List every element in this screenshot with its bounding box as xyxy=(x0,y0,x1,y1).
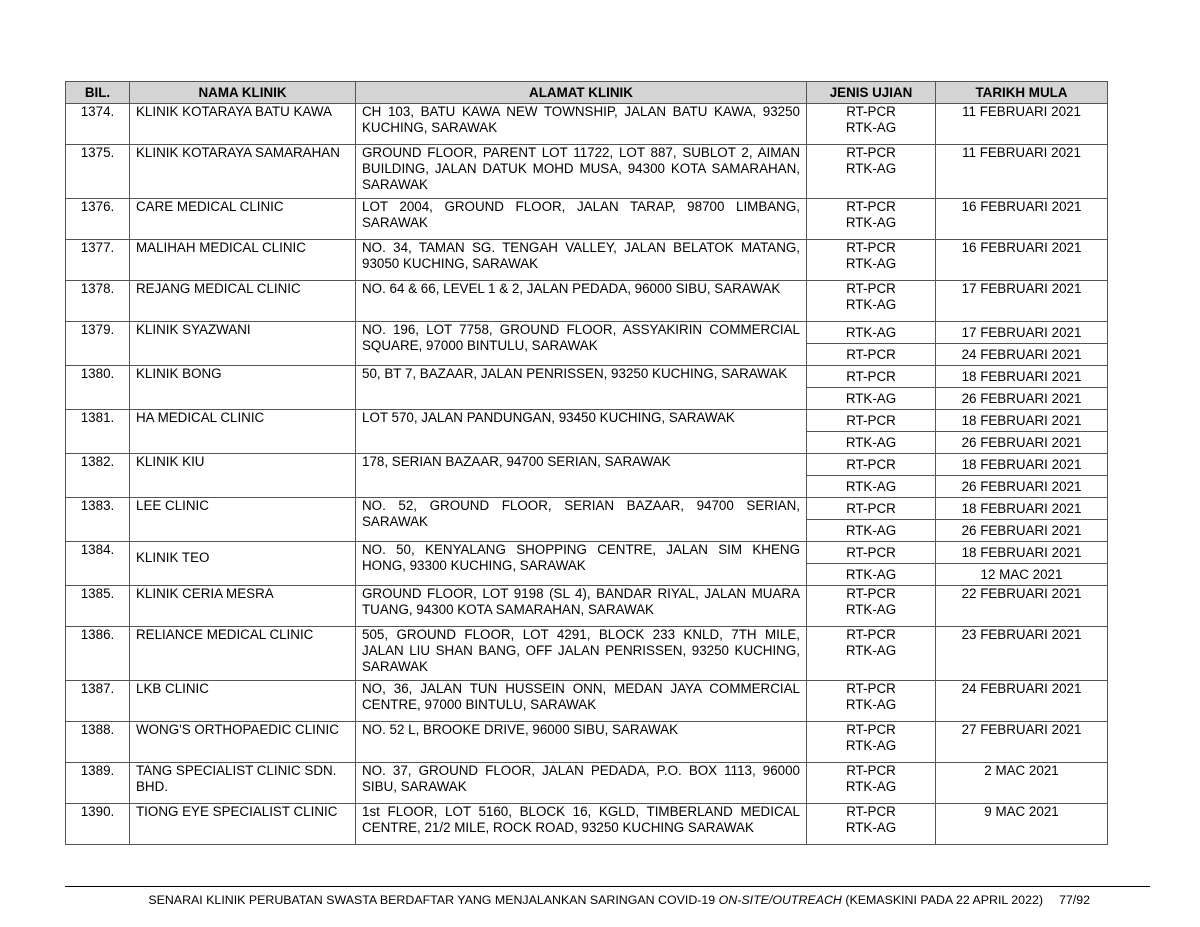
row-bil: 1376. xyxy=(66,199,130,240)
test-type: RT-PCR xyxy=(846,804,896,819)
footer-text-date: (KEMASKINI PADA 22 APRIL 2022) xyxy=(841,893,1043,907)
row-test-types xyxy=(807,199,936,240)
row-start-date: 17 FEBRUARI 2021 xyxy=(936,281,1108,322)
test-type: RT-PCR xyxy=(846,281,896,296)
row-test-types xyxy=(807,281,936,322)
row-clinic-address: NO. 196, LOT 7758, GROUND FLOOR, ASSYAKIRIN COMMERCIAL SQUARE, 97000 BINTULU, SARAWAK xyxy=(356,322,807,366)
row-bil: 1388. xyxy=(66,722,130,763)
row-clinic-name: WONG'S ORTHOPAEDIC CLINIC xyxy=(130,722,356,763)
row-test-type: RTK-AG xyxy=(807,564,936,586)
header-jenis-ujian: JENIS UJIAN xyxy=(807,82,936,104)
row-bil: 1383. xyxy=(66,498,130,542)
table-row xyxy=(66,454,1108,476)
table-row xyxy=(66,366,1108,388)
row-clinic-name: REJANG MEDICAL CLINIC xyxy=(130,281,356,322)
test-type: RTK-AG xyxy=(845,779,897,794)
test-type: RTK-AG xyxy=(845,215,897,230)
row-start-date: 9 MAC 2021 xyxy=(936,804,1108,845)
table-row xyxy=(66,322,1108,344)
row-clinic-address: 1st FLOOR, LOT 5160, BLOCK 16, KGLD, TIMBERLAND MEDICAL CENTRE, 21/2 MILE, ROCK ROAD, 93250 KUCHING SARAWAK xyxy=(356,804,807,845)
row-test-type: RT-PCR xyxy=(807,366,936,388)
row-test-type: RTK-AG xyxy=(807,476,936,498)
row-start-date: 26 FEBRUARI 2021 xyxy=(936,520,1108,542)
row-bil: 1379. xyxy=(66,322,130,366)
row-test-type: RTK-AG xyxy=(807,322,936,344)
clinic-table xyxy=(65,81,1108,845)
header-bil: BIL. xyxy=(66,82,130,104)
row-start-date: 17 FEBRUARI 2021 xyxy=(936,322,1108,344)
table-row xyxy=(66,722,1108,763)
row-start-date: 26 FEBRUARI 2021 xyxy=(936,476,1108,498)
row-test-type: RT-PCR xyxy=(807,344,936,366)
row-start-date: 11 FEBRUARI 2021 xyxy=(936,145,1108,199)
row-bil: 1390. xyxy=(66,804,130,845)
test-type: RT-PCR xyxy=(846,627,896,642)
table-row xyxy=(66,410,1108,432)
page-number: 77/92 xyxy=(1058,893,1090,907)
page-footer xyxy=(65,893,1090,907)
row-clinic-name: LEE CLINIC xyxy=(130,498,356,542)
row-clinic-address: NO. 34, TAMAN SG. TENGAH VALLEY, JALAN BELATOK MATANG, 93050 KUCHING, SARAWAK xyxy=(356,240,807,281)
table-row xyxy=(66,763,1108,804)
row-clinic-name: KLINIK CERIA MESRA xyxy=(130,586,356,627)
row-start-date: 11 FEBRUARI 2021 xyxy=(936,104,1108,145)
row-clinic-name: RELIANCE MEDICAL CLINIC xyxy=(130,627,356,681)
row-bil: 1375. xyxy=(66,145,130,199)
row-start-date: 27 FEBRUARI 2021 xyxy=(936,722,1108,763)
row-bil: 1377. xyxy=(66,240,130,281)
test-type: RTK-AG xyxy=(845,602,897,617)
row-clinic-name: TIONG EYE SPECIALIST CLINIC xyxy=(130,804,356,845)
test-type: RTK-AG xyxy=(845,697,897,712)
row-start-date: 24 FEBRUARI 2021 xyxy=(936,344,1108,366)
row-test-types xyxy=(807,804,936,845)
row-bil: 1385. xyxy=(66,586,130,627)
row-test-types xyxy=(807,240,936,281)
table-row xyxy=(66,240,1108,281)
row-start-date: 23 FEBRUARI 2021 xyxy=(936,627,1108,681)
table-header-row xyxy=(66,82,1108,104)
test-type: RT-PCR xyxy=(846,681,896,696)
table-row xyxy=(66,199,1108,240)
row-bil: 1381. xyxy=(66,410,130,454)
row-start-date: 22 FEBRUARI 2021 xyxy=(936,586,1108,627)
test-type: RTK-AG xyxy=(845,161,897,176)
table-row xyxy=(66,145,1108,199)
footer-text-italic: ON-SITE/OUTREACH xyxy=(718,893,842,907)
row-start-date: 24 FEBRUARI 2021 xyxy=(936,681,1108,722)
row-clinic-name: KLINIK BONG xyxy=(130,366,356,410)
row-start-date: 12 MAC 2021 xyxy=(936,564,1108,586)
test-type: RT-PCR xyxy=(846,763,896,778)
test-type: RTK-AG xyxy=(845,738,897,753)
row-clinic-name: CARE MEDICAL CLINIC xyxy=(130,199,356,240)
row-test-types xyxy=(807,763,936,804)
row-test-type: RTK-AG xyxy=(807,388,936,410)
row-clinic-address: 50, BT 7, BAZAAR, JALAN PENRISSEN, 93250 KUCHING, SARAWAK xyxy=(356,366,807,410)
test-type: RT-PCR xyxy=(846,722,896,737)
row-bil: 1386. xyxy=(66,627,130,681)
table-row xyxy=(66,586,1108,627)
table-row xyxy=(66,627,1108,681)
row-start-date: 18 FEBRUARI 2021 xyxy=(936,410,1108,432)
row-clinic-name: KLINIK SYAZWANI xyxy=(130,322,356,366)
row-clinic-address: NO. 52 L, BROOKE DRIVE, 96000 SIBU, SARAWAK xyxy=(356,722,807,763)
row-bil: 1382. xyxy=(66,454,130,498)
table-body xyxy=(66,104,1108,845)
row-start-date: 18 FEBRUARI 2021 xyxy=(936,542,1108,564)
row-clinic-address: NO. 64 & 66, LEVEL 1 & 2, JALAN PEDADA, 96000 SIBU, SARAWAK xyxy=(356,281,807,322)
row-clinic-address: 178, SERIAN BAZAAR, 94700 SERIAN, SARAWAK xyxy=(356,454,807,498)
test-type: RT-PCR xyxy=(846,199,896,214)
header-nama-klinik: NAMA KLINIK xyxy=(130,82,356,104)
row-start-date: 16 FEBRUARI 2021 xyxy=(936,240,1108,281)
row-test-types xyxy=(807,627,936,681)
row-clinic-name: MALIHAH MEDICAL CLINIC xyxy=(130,240,356,281)
row-test-type: RTK-AG xyxy=(807,432,936,454)
test-type: RTK-AG xyxy=(845,120,897,135)
row-clinic-address: 505, GROUND FLOOR, LOT 4291, BLOCK 233 KNLD, 7TH MILE, JALAN LIU SHAN BANG, OFF JALAN PENRISSEN, 93250 KUCHING, SARAWAK xyxy=(356,627,807,681)
test-type: RTK-AG xyxy=(845,643,897,658)
test-type: RTK-AG xyxy=(845,256,897,271)
row-bil: 1380. xyxy=(66,366,130,410)
test-type: RTK-AG xyxy=(845,297,897,312)
row-clinic-name: HA MEDICAL CLINIC xyxy=(130,410,356,454)
header-alamat-klinik: ALAMAT KLINIK xyxy=(356,82,807,104)
row-clinic-address: NO. 52, GROUND FLOOR, SERIAN BAZAAR, 94700 SERIAN, SARAWAK xyxy=(356,498,807,542)
row-clinic-address: LOT 2004, GROUND FLOOR, JALAN TARAP, 98700 LIMBANG, SARAWAK xyxy=(356,199,807,240)
test-type: RT-PCR xyxy=(846,240,896,255)
row-start-date: 18 FEBRUARI 2021 xyxy=(936,498,1108,520)
row-test-types xyxy=(807,681,936,722)
row-bil: 1384. xyxy=(66,542,130,586)
table-row xyxy=(66,681,1108,722)
row-clinic-name: KLINIK TEO xyxy=(130,542,356,586)
row-clinic-name: LKB CLINIC xyxy=(130,681,356,722)
table-row xyxy=(66,281,1108,322)
footer-text: SENARAI KLINIK PERUBATAN SWASTA BERDAFTAR YANG MENJALANKAN SARINGAN COVID-19 xyxy=(148,893,719,907)
header-tarikh-mula: TARIKH MULA xyxy=(936,82,1108,104)
row-bil: 1387. xyxy=(66,681,130,722)
row-clinic-name: KLINIK KOTARAYA SAMARAHAN xyxy=(130,145,356,199)
row-start-date: 18 FEBRUARI 2021 xyxy=(936,454,1108,476)
row-test-type: RT-PCR xyxy=(807,542,936,564)
row-bil: 1378. xyxy=(66,281,130,322)
test-type: RT-PCR xyxy=(846,145,896,160)
table-row xyxy=(66,498,1108,520)
row-clinic-address: NO. 37, GROUND FLOOR, JALAN PEDADA, P.O. BOX 1113, 96000 SIBU, SARAWAK xyxy=(356,763,807,804)
test-type: RTK-AG xyxy=(845,820,897,835)
table-row xyxy=(66,804,1108,845)
test-type: RT-PCR xyxy=(846,104,896,119)
row-start-date: 16 FEBRUARI 2021 xyxy=(936,199,1108,240)
test-type: RT-PCR xyxy=(846,586,896,601)
row-clinic-address: LOT 570, JALAN PANDUNGAN, 93450 KUCHING, SARAWAK xyxy=(356,410,807,454)
row-test-type: RT-PCR xyxy=(807,454,936,476)
row-test-type: RT-PCR xyxy=(807,410,936,432)
row-start-date: 2 MAC 2021 xyxy=(936,763,1108,804)
row-start-date: 26 FEBRUARI 2021 xyxy=(936,432,1108,454)
row-bil: 1374. xyxy=(66,104,130,145)
row-test-types xyxy=(807,586,936,627)
table-row xyxy=(66,542,1108,564)
row-clinic-name: TANG SPECIALIST CLINIC SDN. BHD. xyxy=(130,763,356,804)
row-clinic-address: NO. 50, KENYALANG SHOPPING CENTRE, JALAN SIM KHENG HONG, 93300 KUCHING, SARAWAK xyxy=(356,542,807,586)
row-clinic-address: NO, 36, JALAN TUN HUSSEIN ONN, MEDAN JAYA COMMERCIAL CENTRE, 97000 BINTULU, SARAWAK xyxy=(356,681,807,722)
table-row xyxy=(66,104,1108,145)
row-clinic-address: CH 103, BATU KAWA NEW TOWNSHIP, JALAN BATU KAWA, 93250 KUCHING, SARAWAK xyxy=(356,104,807,145)
row-start-date: 26 FEBRUARI 2021 xyxy=(936,388,1108,410)
row-start-date: 18 FEBRUARI 2021 xyxy=(936,366,1108,388)
footer-divider xyxy=(65,886,1150,887)
row-test-types xyxy=(807,104,936,145)
row-clinic-name: KLINIK KOTARAYA BATU KAWA xyxy=(130,104,356,145)
row-bil: 1389. xyxy=(66,763,130,804)
row-test-types xyxy=(807,722,936,763)
row-test-type: RTK-AG xyxy=(807,520,936,542)
row-test-type: RT-PCR xyxy=(807,498,936,520)
row-test-types xyxy=(807,145,936,199)
row-clinic-name: KLINIK KIU xyxy=(130,454,356,498)
row-clinic-address: GROUND FLOOR, PARENT LOT 11722, LOT 887, SUBLOT 2, AIMAN BUILDING, JALAN DATUK MOHD MUSA, 94300 KOTA SAMARAHAN, SARAWAK xyxy=(356,145,807,199)
row-clinic-address: GROUND FLOOR, LOT 9198 (SL 4), BANDAR RIYAL, JALAN MUARA TUANG, 94300 KOTA SAMARAHAN, SARAWAK xyxy=(356,586,807,627)
